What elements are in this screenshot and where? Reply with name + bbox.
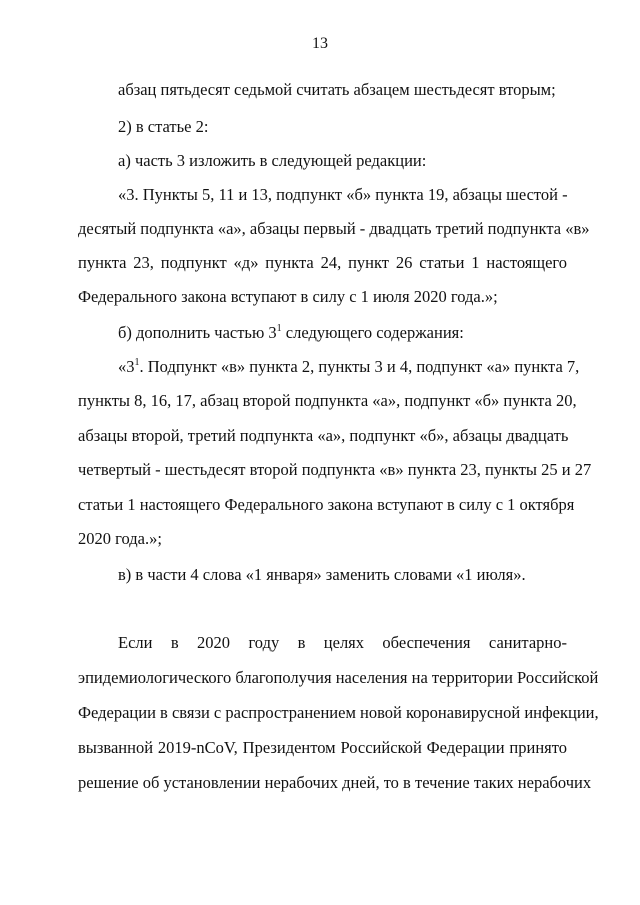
text-line: Федерации в связи с распространением новой коронавирусной инфекции, [78, 703, 599, 722]
text-line: 2) в статье 2: [118, 117, 209, 136]
page-number: 13 [312, 35, 328, 52]
text-line: Если в 2020 году в целях обеспечения санитарно- [118, 633, 567, 652]
text-line: эпидемиологического благополучия населения на территории Российской [78, 668, 599, 687]
text-segment: «3 [118, 357, 135, 376]
text-line: пункты 8, 16, 17, абзац второй подпункта «а», подпункт «б» пункта 20, [78, 391, 577, 410]
text-line: решение об установлении нерабочих дней, то в течение таких нерабочих [78, 773, 592, 792]
text-line: Федерального закона вступают в силу с 1 июля 2020 года.»; [78, 287, 498, 306]
text-line: вызванной 2019-nCoV, Президентом Российской Федерации принято [78, 738, 567, 757]
text-segment: следующего содержания: [281, 323, 464, 342]
text-line: «3. Пункты 5, 11 и 13, подпункт «б» пункта 19, абзацы шестой - [118, 185, 568, 204]
text-line: абзацы второй, третий подпункта «а», подпункт «б», абзацы двадцать [78, 426, 569, 445]
text-line: пункта 23, подпункт «д» пункта 24, пункт 26 статьи 1 настоящего [78, 253, 567, 272]
text-line: в) в части 4 слова «1 января» заменить словами «1 июля». [118, 565, 526, 584]
text-line: 2020 года.»; [78, 529, 162, 548]
text-segment: . Подпункт «в» пункта 2, пункты 3 и 4, подпункт «а» пункта 7, [139, 357, 580, 376]
text-line [118, 356, 580, 378]
text-line: статьи 1 настоящего Федерального закона вступают в силу с 1 октября [78, 495, 575, 514]
superscript: 1 [276, 322, 282, 334]
text-line: четвертый - шестьдесят второй подпункта «в» пункта 23, пункты 25 и 27 [78, 460, 592, 479]
text-segment: б) дополнить частью 3 [118, 323, 277, 342]
text-line [118, 322, 567, 344]
text-line: а) часть 3 изложить в следующей редакции: [118, 151, 427, 170]
text-line: абзац пятьдесят седьмой считать абзацем шестьдесят вторым; [118, 80, 556, 99]
text-line: десятый подпункта «а», абзацы первый - двадцать третий подпункта «в» [78, 219, 590, 238]
superscript: 1 [134, 356, 140, 368]
